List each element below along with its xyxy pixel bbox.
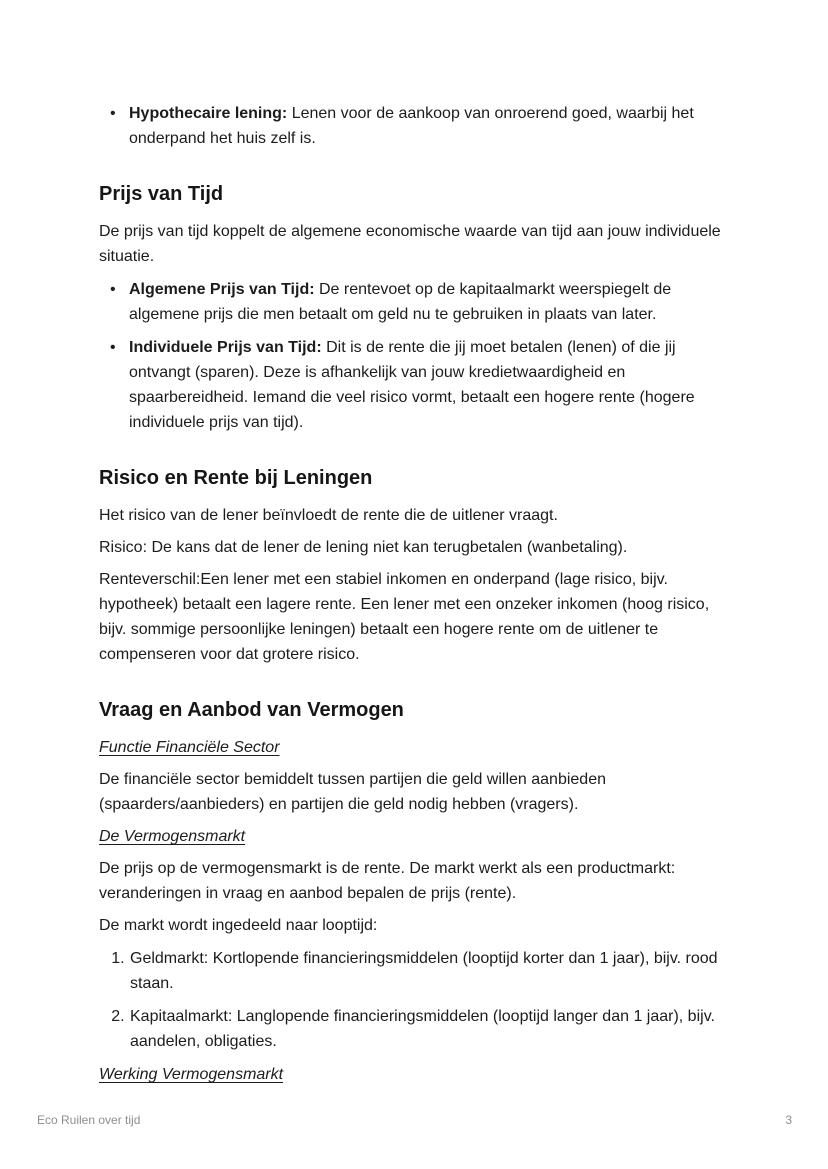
paragraph-markt-looptijd: De markt wordt ingedeeld naar looptijd: [99, 917, 378, 934]
bullet-term: Individuele Prijs van Tijd: [129, 339, 322, 356]
looptijd-numbered-list [99, 943, 731, 1057]
bullet-desc: Dit is de rente die jij moet betalen (lenen) of die jij ontvangt (sparen). Deze is afhankelijk van jouw kredietwaardigheid en spaarbereidheid. Iemand die veel risico vormt, betaalt een hogere rente (hogere individuele prijs van tijd). [129, 339, 695, 431]
bullet-item-individuele-prijs [129, 332, 731, 438]
footer-document-title: Eco Ruilen over tijd [37, 1113, 141, 1127]
bullet-item-hypothecaire-lening [129, 98, 731, 154]
prijs-van-tijd-bullet-list [99, 274, 731, 438]
subheading-werking-vermogensmarkt: Werking Vermogensmarkt [99, 1066, 284, 1083]
bullet-desc: Lenen voor de aankoop van onroerend goed, waarbij het onderpand het huis zelf is. [129, 105, 694, 147]
paragraph-renteverschil: Renteverschil:Een lener met een stabiel inkomen en onderpand (lage risico, bijv. hypotheek) betaalt een lagere rente. Een lener met een onzeker inkomen (hoog risico, bijv. sommige persoonlijke leningen) betaalt een hogere rente om de uitlener te compenseren voor dat grotere risico. [99, 571, 710, 663]
document-content [99, 96, 731, 1091]
paragraph-financiele-sector: De financiële sector bemiddelt tussen partijen die geld willen aanbieden (spaarders/aanbieders) en partijen die geld nodig hebben (vragers). [99, 771, 606, 813]
section-heading-risico-en-rente: Risico en Rente bij Leningen [99, 467, 373, 489]
footer-page-number: 3 [785, 1113, 792, 1127]
bullet-term: Algemene Prijs van Tijd: [129, 281, 315, 298]
numbered-item-geldmarkt: 1. Geldmarkt: Kortlopende financieringsmiddelen (looptijd korter dan 1 jaar), bijv. rood staan. [129, 943, 731, 999]
bullet-term: Hypothecaire lening: [129, 105, 288, 122]
loan-types-bullet-list [99, 98, 731, 154]
bullet-desc: De rentevoet op de kapitaalmarkt weerspiegelt de algemene prijs die men betaalt om geld nu te gebruiken in plaats van later. [129, 281, 672, 323]
section-heading-prijs-van-tijd: Prijs van Tijd [99, 183, 224, 205]
subheading-functie-financiele-sector: Functie Financiële Sector [99, 739, 280, 756]
paragraph-prijs-intro: De prijs van tijd koppelt de algemene economische waarde van tijd aan jouw individuele situatie. [99, 223, 721, 265]
numbered-item-kapitaalmarkt: 2. Kapitaalmarkt: Langlopende financieringsmiddelen (looptijd langer dan 1 jaar), bijv. aandelen, obligaties. [129, 1001, 731, 1057]
subheading-de-vermogensmarkt: De Vermogensmarkt [99, 828, 246, 845]
paragraph-vermogensmarkt-prijs: De prijs op de vermogensmarkt is de rente. De markt werkt als een productmarkt: veranderingen in vraag en aanbod bepalen de prijs (rente). [99, 860, 676, 902]
section-heading-vraag-en-aanbod: Vraag en Aanbod van Vermogen [99, 699, 404, 721]
paragraph-risico-intro: Het risico van de lener beïnvloedt de rente die de uitlener vraagt. [99, 507, 558, 524]
paragraph-risico-definitie: Risico: De kans dat de lener de lening niet kan terugbetalen (wanbetaling). [99, 539, 628, 556]
bullet-item-algemene-prijs [129, 274, 731, 330]
page-footer [0, 1112, 828, 1128]
